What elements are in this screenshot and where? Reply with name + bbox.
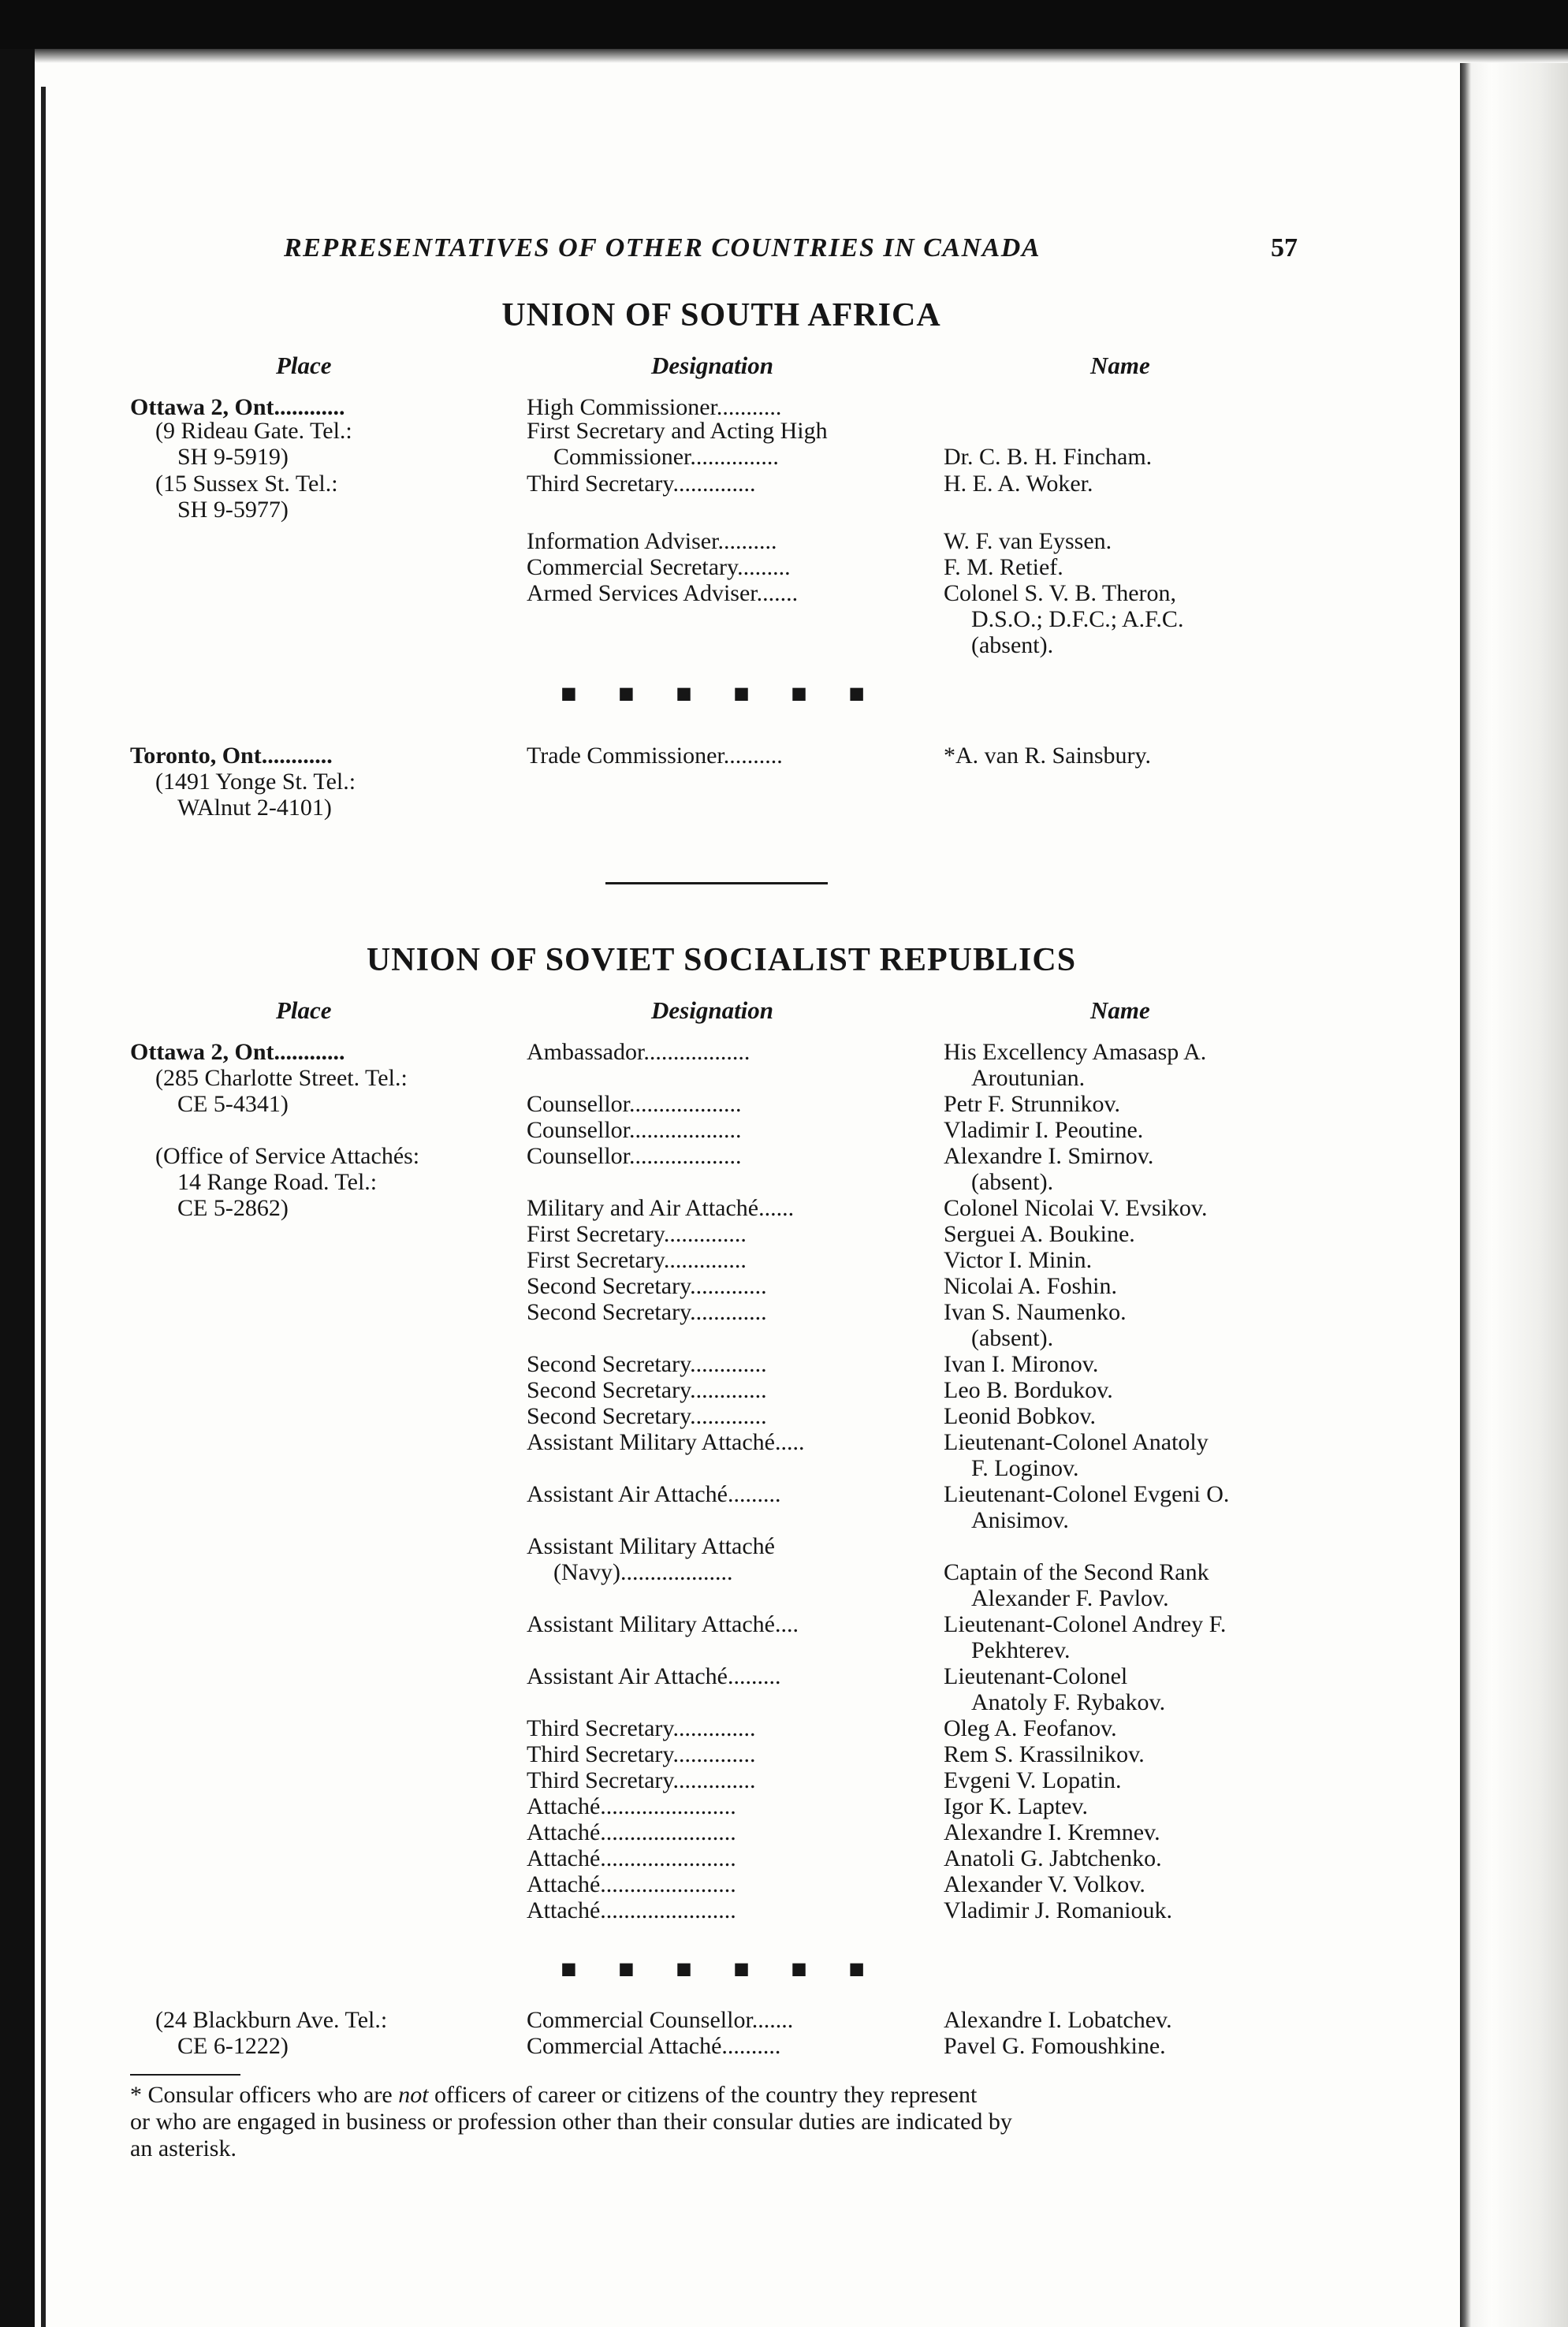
- table-row: [0, 1065, 1419, 1093]
- table-row: [0, 1663, 1419, 1692]
- table-row: [0, 1247, 1419, 1275]
- table-row: [0, 1845, 1419, 1874]
- place-cell: (9 Rideau Gate. Tel.:: [155, 418, 352, 444]
- table-row: [0, 1117, 1419, 1145]
- col-head-place: Place: [276, 352, 332, 379]
- designation-cell: High Commissioner...........: [527, 394, 782, 420]
- table-row: [0, 1533, 1419, 1562]
- name-cell: Alexandre I. Smirnov.: [944, 1143, 1154, 1169]
- table-row: [0, 1585, 1419, 1614]
- name-cell: Serguei A. Boukine.: [944, 1221, 1135, 1247]
- name-cell: Victor I. Minin.: [944, 1247, 1093, 1273]
- name-cell: (absent).: [971, 1325, 1054, 1351]
- place-cell: CE 6-1222): [177, 2033, 289, 2059]
- col-head-name: Name: [1090, 352, 1150, 379]
- designation-cell: Information Adviser..........: [527, 528, 777, 554]
- section-separator: ■ ■ ■ ■ ■ ■: [561, 679, 882, 709]
- table-row: [0, 1819, 1419, 1848]
- designation-cell: Third Secretary..............: [527, 1715, 756, 1741]
- col-head-designation: Designation: [651, 996, 774, 1024]
- table-row: [0, 1897, 1419, 1926]
- footnote-rule: [130, 2074, 240, 2076]
- table-row: [0, 606, 1419, 635]
- table-row: [0, 795, 1419, 823]
- name-cell: Alexandre I. Lobatchev.: [944, 2007, 1172, 2033]
- name-cell: Colonel S. V. B. Theron,: [944, 580, 1177, 606]
- footnote: [130, 2082, 1313, 2162]
- scan-top-shadow: [0, 49, 1568, 63]
- name-cell: Anatoly F. Rybakov.: [971, 1689, 1166, 1715]
- name-cell: Alexander F. Pavlov.: [971, 1585, 1169, 1611]
- table-row: [0, 497, 1419, 525]
- designation-cell: Attaché.......................: [527, 1819, 736, 1845]
- designation-cell: Attaché.......................: [527, 1793, 736, 1819]
- running-head: REPRESENTATIVES OF OTHER COUNTRIES IN CANADA: [284, 233, 1041, 262]
- place-cell: 14 Range Road. Tel.:: [177, 1169, 378, 1195]
- table-row: [0, 1143, 1419, 1171]
- table-row: [0, 1169, 1419, 1197]
- name-cell: (absent).: [971, 632, 1054, 658]
- name-cell: Aroutunian.: [971, 1065, 1086, 1091]
- place-cell: (Office of Service Attachés:: [155, 1143, 420, 1169]
- designation-cell: Counsellor...................: [527, 1143, 742, 1169]
- table-row: [0, 1195, 1419, 1223]
- name-cell: W. F. van Eyssen.: [944, 528, 1112, 554]
- table-row: [0, 1273, 1419, 1301]
- name-cell: Lieutenant-Colonel Andrey F.: [944, 1611, 1227, 1637]
- name-cell: Ivan S. Naumenko.: [944, 1299, 1127, 1325]
- col-head-name: Name: [1090, 996, 1150, 1024]
- designation-cell: Third Secretary..............: [527, 1767, 756, 1793]
- designation-cell: (Navy)...................: [553, 1559, 733, 1585]
- table-row: [0, 1767, 1419, 1796]
- table-row: [0, 1039, 1419, 1067]
- place-cell: CE 5-4341): [177, 1091, 289, 1117]
- scan-right-edge: [1460, 63, 1568, 2327]
- table-row: [0, 471, 1419, 499]
- scan-top-border: [0, 0, 1568, 49]
- designation-cell: First Secretary..............: [527, 1221, 747, 1247]
- table-row: [0, 1871, 1419, 1900]
- name-cell: Anatoli G. Jabtchenko.: [944, 1845, 1162, 1871]
- name-cell: Dr. C. B. H. Fincham.: [944, 444, 1153, 470]
- designation-cell: Assistant Military Attaché....: [527, 1611, 799, 1637]
- table-row: [0, 1299, 1419, 1327]
- designation-cell: Ambassador..................: [527, 1039, 750, 1065]
- name-cell: Ivan I. Mironov.: [944, 1351, 1099, 1377]
- table-row: [0, 1741, 1419, 1770]
- table-row: [0, 1611, 1419, 1640]
- table-row: [0, 2007, 1419, 2035]
- designation-cell: Second Secretary.............: [527, 1299, 767, 1325]
- table-row: [0, 1793, 1419, 1822]
- place-cell: WAlnut 2-4101): [177, 795, 332, 821]
- name-cell: Pekhterev.: [971, 1637, 1071, 1663]
- table-row: [0, 580, 1419, 609]
- place-cell: (24 Blackburn Ave. Tel.:: [155, 2007, 388, 2033]
- section-divider: [605, 882, 828, 884]
- designation-cell: First Secretary..............: [527, 1247, 747, 1273]
- name-cell: *A. van R. Sainsbury.: [944, 743, 1152, 769]
- place-cell: Toronto, Ont............: [130, 743, 333, 769]
- table-row: [0, 1351, 1419, 1379]
- footnote-line: * Consular officers who are not officers of career or citizens of the country they represent: [130, 2082, 978, 2108]
- table-row: [0, 554, 1419, 583]
- designation-cell: Assistant Air Attaché.........: [527, 1481, 781, 1507]
- place-cell: (15 Sussex St. Tel.:: [155, 471, 338, 497]
- footnote-line: an asterisk.: [130, 2135, 237, 2161]
- table-row: [0, 1637, 1419, 1666]
- table-row: [0, 743, 1419, 771]
- designation-cell: First Secretary and Acting High: [527, 418, 828, 444]
- designation-cell: Attaché.......................: [527, 1845, 736, 1871]
- section-title-ussr: UNION OF SOVIET SOCIALIST REPUBLICS: [366, 942, 1077, 978]
- place-cell: Ottawa 2, Ont............: [130, 394, 345, 420]
- name-cell: Leonid Bobkov.: [944, 1403, 1097, 1429]
- designation-cell: Commercial Counsellor.......: [527, 2007, 794, 2033]
- designation-cell: Commercial Attaché..........: [527, 2033, 781, 2059]
- designation-cell: Trade Commissioner..........: [527, 743, 783, 769]
- name-cell: Pavel G. Fomoushkine.: [944, 2033, 1166, 2059]
- place-cell: (1491 Yonge St. Tel.:: [155, 769, 356, 795]
- name-cell: Nicolai A. Foshin.: [944, 1273, 1118, 1299]
- designation-cell: Commissioner...............: [553, 444, 779, 470]
- designation-cell: Assistant Air Attaché.........: [527, 1663, 781, 1689]
- designation-cell: Third Secretary..............: [527, 471, 756, 497]
- designation-cell: Second Secretary.............: [527, 1273, 767, 1299]
- place-cell: SH 9-5919): [177, 444, 289, 470]
- table-row: [0, 528, 1419, 557]
- name-cell: Lieutenant-Colonel: [944, 1663, 1128, 1689]
- designation-cell: Assistant Military Attaché.....: [527, 1429, 805, 1455]
- name-cell: Captain of the Second Rank: [944, 1559, 1209, 1585]
- name-cell: Evgeni V. Lopatin.: [944, 1767, 1122, 1793]
- table-row: [0, 1689, 1419, 1718]
- name-cell: (absent).: [971, 1169, 1054, 1195]
- place-cell: (285 Charlotte Street. Tel.:: [155, 1065, 408, 1091]
- table-row: [0, 1507, 1419, 1536]
- table-row: [0, 1325, 1419, 1353]
- designation-cell: Third Secretary..............: [527, 1741, 756, 1767]
- name-cell: Rem S. Krassilnikov.: [944, 1741, 1145, 1767]
- designation-cell: Counsellor...................: [527, 1117, 742, 1143]
- designation-cell: Assistant Military Attaché: [527, 1533, 775, 1559]
- designation-cell: Attaché.......................: [527, 1871, 736, 1897]
- designation-cell: Attaché.......................: [527, 1897, 736, 1923]
- footnote-line: or who are engaged in business or profession other than their consular duties are indicated by: [130, 2109, 1012, 2135]
- name-cell: Lieutenant-Colonel Anatoly: [944, 1429, 1209, 1455]
- name-cell: F. Loginov.: [971, 1455, 1079, 1481]
- name-cell: D.S.O.; D.F.C.; A.F.C.: [971, 606, 1184, 632]
- name-cell: Colonel Nicolai V. Evsikov.: [944, 1195, 1208, 1221]
- place-cell: CE 5-2862): [177, 1195, 289, 1221]
- name-cell: Oleg A. Feofanov.: [944, 1715, 1117, 1741]
- table-row: [0, 1091, 1419, 1119]
- name-cell: Petr F. Strunnikov.: [944, 1091, 1121, 1117]
- place-cell: Ottawa 2, Ont............: [130, 1039, 345, 1065]
- name-cell: Leo B. Bordukov.: [944, 1377, 1113, 1403]
- name-cell: Igor K. Laptev.: [944, 1793, 1088, 1819]
- designation-cell: Military and Air Attaché......: [527, 1195, 795, 1221]
- designation-cell: Counsellor...................: [527, 1091, 742, 1117]
- emphasis-not: not: [398, 2082, 429, 2108]
- table-row: [0, 1377, 1419, 1406]
- table-row: [0, 418, 1419, 446]
- designation-cell: Armed Services Adviser.......: [527, 580, 799, 606]
- table-row: [0, 1455, 1419, 1484]
- table-row: [0, 1481, 1419, 1510]
- table-row: [0, 1715, 1419, 1744]
- place-cell: SH 9-5977): [177, 497, 289, 523]
- section-separator: ■ ■ ■ ■ ■ ■: [561, 1955, 882, 1984]
- name-cell: Vladimir I. Peoutine.: [944, 1117, 1144, 1143]
- name-cell: Anisimov.: [971, 1507, 1069, 1533]
- name-cell: Lieutenant-Colonel Evgeni O.: [944, 1481, 1230, 1507]
- name-cell: Vladimir J. Romaniouk.: [944, 1897, 1172, 1923]
- table-row: [0, 1429, 1419, 1458]
- page-number: 57: [1271, 233, 1298, 262]
- name-cell: Alexandre I. Kremnev.: [944, 1819, 1160, 1845]
- table-row: [0, 2033, 1419, 2061]
- name-cell: F. M. Retief.: [944, 554, 1063, 580]
- table-row: [0, 1221, 1419, 1249]
- designation-cell: Second Secretary.............: [527, 1377, 767, 1403]
- section-title-south-africa: UNION OF SOUTH AFRICA: [501, 297, 941, 333]
- table-row: [0, 769, 1419, 797]
- col-head-designation: Designation: [651, 352, 774, 379]
- designation-cell: Second Secretary.............: [527, 1403, 767, 1429]
- name-cell: His Excellency Amasasp A.: [944, 1039, 1207, 1065]
- table-row: [0, 632, 1419, 661]
- table-row: [0, 1403, 1419, 1432]
- table-row: [0, 1559, 1419, 1588]
- table-row: [0, 444, 1419, 472]
- designation-cell: Commercial Secretary.........: [527, 554, 791, 580]
- name-cell: Alexander V. Volkov.: [944, 1871, 1145, 1897]
- name-cell: H. E. A. Woker.: [944, 471, 1093, 497]
- col-head-place: Place: [276, 996, 332, 1024]
- designation-cell: Second Secretary.............: [527, 1351, 767, 1377]
